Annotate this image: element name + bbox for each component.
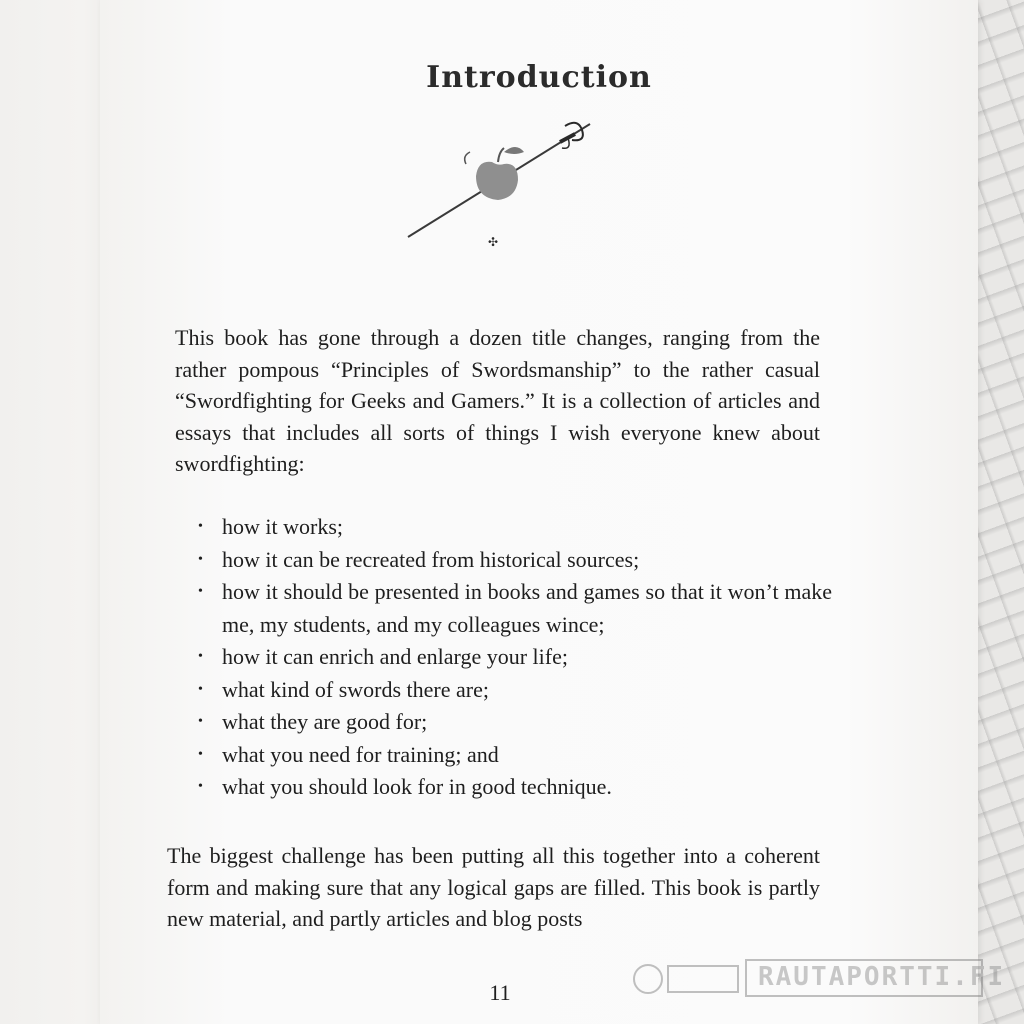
list-item: • what you need for training; and [192,739,832,772]
bullet-icon: • [198,519,203,534]
watermark [630,952,1006,1002]
list-item: • how it can enrich and enlarge your life; [192,641,832,674]
svg-text:✣: ✣ [488,235,499,249]
bullet-icon: • [198,779,203,794]
list-item: • what you should look for in good technique. [192,771,832,804]
page-number: 11 [489,980,511,1005]
bullet-icon: • [198,584,203,599]
bullet-icon: • [198,551,203,567]
book-page [100,0,978,1024]
intro-paragraph-2: The biggest challenge has been putting all this together into a coherent form and making sure that any logical gaps are filled. This book is partly new material, and partly articles and blog posts [167,843,820,931]
bullet-icon: • [198,681,203,697]
bullet-icon: • [198,714,203,729]
watermark-text: RAUTAPORTTI.FI [758,962,1006,992]
rapier-and-apple-icon [400,112,610,252]
chapter-title: Introduction [426,60,652,95]
bullet-icon: • [198,746,203,762]
bullet-icon: • [198,649,203,664]
list-item: • what they are good for; [192,706,832,739]
list-item: • how it should be presented in books and games so that it won’t make me, my students, and my colleagues wince; [192,576,832,641]
list-item: • how it can be recreated from historical sources; [192,544,832,577]
intro-paragraph-1: This book has gone through a dozen title changes, ranging from the rather pompous “Principles of Swordsmanship” to the rather casual “Swordfighting for Geeks and Gamers.” It is a collection of articles and essays that includes all sorts of things I wish everyone knew about swordfighting: [175,325,820,476]
topics-list [192,511,832,804]
list-item: • how it works; [192,511,832,544]
list-item: • what kind of swords there are; [192,674,832,707]
